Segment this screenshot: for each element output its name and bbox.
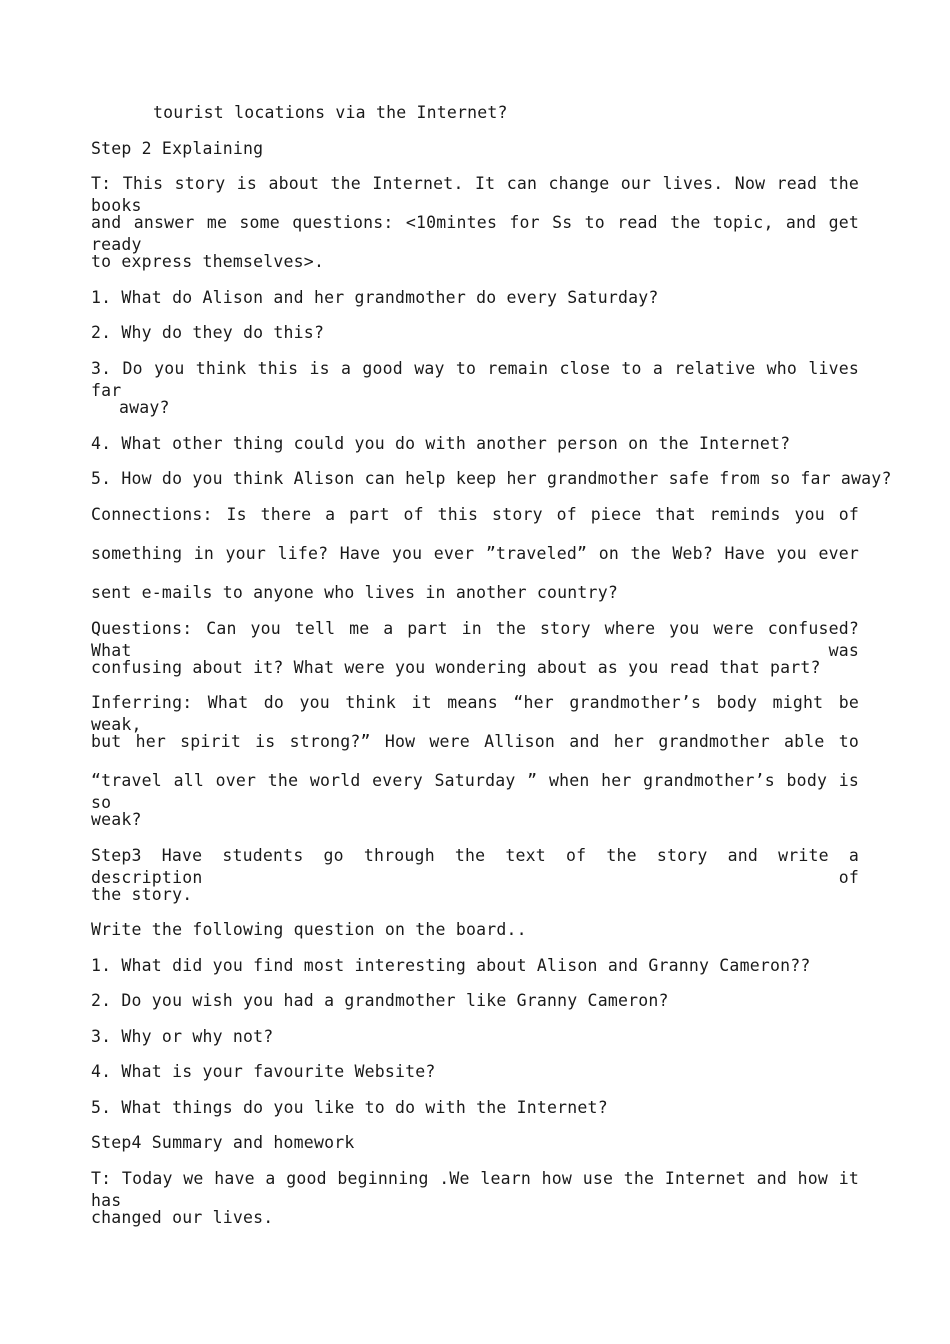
list-item: 1. What did you find most interesting about Alison and Granny Cameron?? xyxy=(91,956,811,975)
text-line: weak? xyxy=(91,810,142,829)
step-heading: Step4 Summary and homework xyxy=(91,1133,355,1152)
list-item: 3. Do you think this is a good way to remain close to a relative who lives far xyxy=(91,359,859,400)
list-item: 2. Do you wish you had a grandmother like Granny Cameron? xyxy=(91,991,669,1010)
step-heading: Step3 Have students go through the text of the story and write a description of xyxy=(91,846,859,887)
list-item: 1. What do Alison and her grandmother do every Saturday? xyxy=(91,288,659,307)
text-line: confusing about it? What were you wondering about as you read that part? xyxy=(91,658,821,677)
text-line: Questions: Can you tell me a part in the story where you were confused? What was xyxy=(91,619,859,660)
text-line: something in your life? Have you ever ”traveled” on the Web? Have you ever xyxy=(91,544,859,563)
text-line: T: This story is about the Internet. It can change our lives. Now read the books xyxy=(91,174,859,215)
list-item: 4. What is your favourite Website? xyxy=(91,1062,436,1081)
text-line: the story. xyxy=(91,885,193,904)
text-line: “travel all over the world every Saturday ” when her grandmother’s body is so xyxy=(91,771,859,812)
list-item: 4. What other thing could you do with another person on the Internet? xyxy=(91,434,791,453)
list-item: 3. Why or why not? xyxy=(91,1027,274,1046)
text-line: sent e-mails to anyone who lives in another country? xyxy=(91,583,618,602)
text-line: T: Today we have a good beginning .We learn how use the Internet and how it has xyxy=(91,1169,859,1210)
list-item: 2. Why do they do this? xyxy=(91,323,325,342)
step-heading: Step 2 Explaining xyxy=(91,139,264,158)
text-line: Inferring: What do you think it means “her grandmother’s body might be weak, xyxy=(91,693,859,734)
list-item-continuation: away? xyxy=(119,398,170,417)
list-item: 5. What things do you like to do with the Internet? xyxy=(91,1098,608,1117)
text-line: but her spirit is strong?” How were Allison and her grandmother able to xyxy=(91,732,859,751)
text-line: Connections: Is there a part of this story of piece that reminds you of xyxy=(91,505,859,524)
text-line: and answer me some questions: <10mintes for Ss to read the topic, and get ready xyxy=(91,213,859,254)
text-line: changed our lives. xyxy=(91,1208,274,1227)
text-line: to express themselves>. xyxy=(91,252,325,271)
text-line: tourist locations via the Internet? xyxy=(153,103,508,122)
list-item: 5. How do you think Alison can help keep her grandmother safe from so far away? xyxy=(91,469,892,488)
text-line: Write the following question on the board.. xyxy=(91,920,527,939)
